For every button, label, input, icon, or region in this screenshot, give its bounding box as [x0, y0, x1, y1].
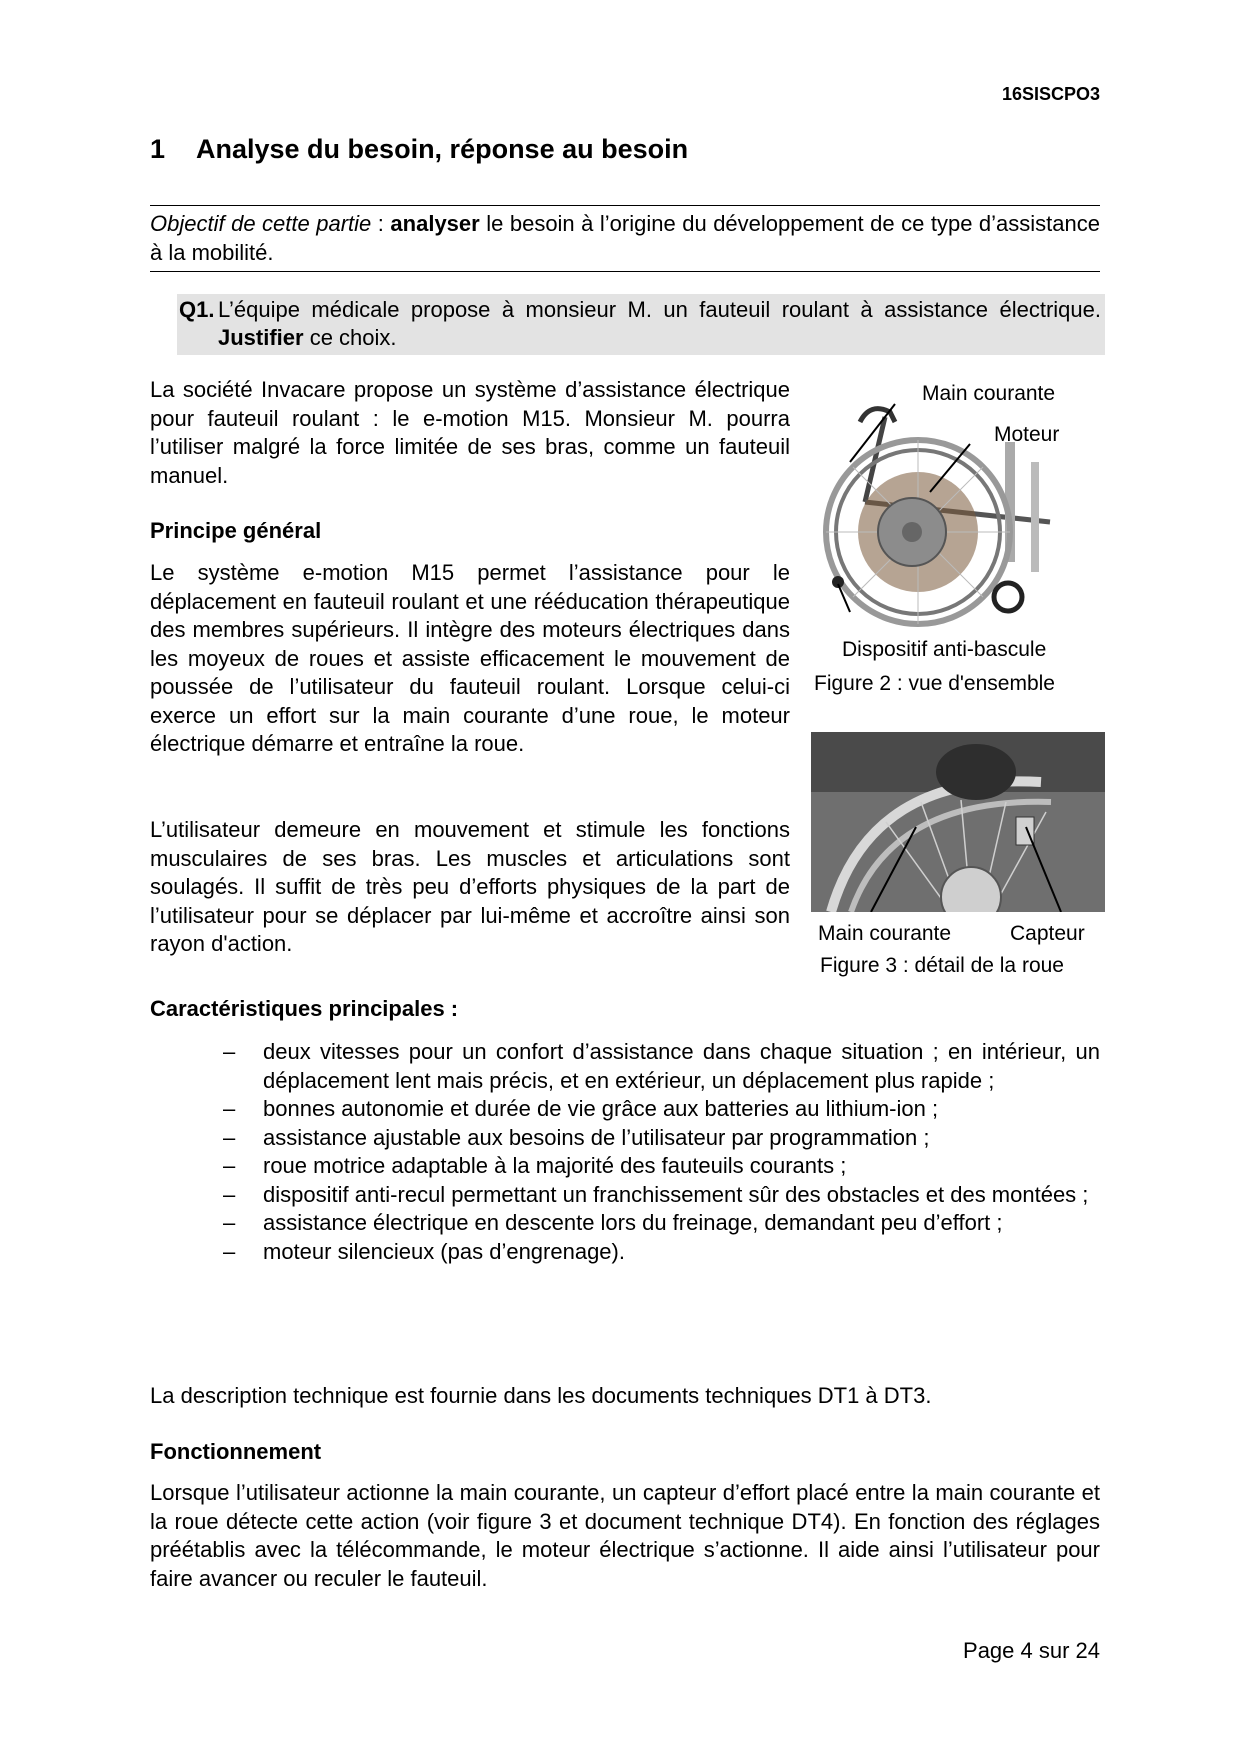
- figure-2-label-main-courante: Main courante: [922, 382, 1056, 405]
- list-item-text: assistance ajustable aux besoins de l’utilisateur par programmation ;: [263, 1124, 930, 1150]
- caracteristiques-list: [223, 1038, 1100, 1266]
- bullet-dash: –: [223, 1096, 236, 1121]
- caracteristiques-heading: Caractéristiques principales :: [150, 996, 459, 1021]
- list-item: [223, 1209, 1100, 1238]
- bullet-dash: –: [223, 1124, 236, 1150]
- question-text: [218, 296, 1101, 352]
- list-item: [223, 1124, 1100, 1153]
- page-number: Page 4 sur 24: [963, 1638, 1100, 1663]
- objective-label: Objectif de cette partie: [150, 211, 372, 236]
- list-item-text: deux vitesses pour un confort d’assistance dans chaque situation ; en intérieur, un déplacement lent mais précis, et en extérieur, un déplacement plus rapide ;: [263, 1039, 1100, 1093]
- list-item-text: bonnes autonomie et durée de vie grâce aux batteries au lithium-ion ;: [263, 1096, 939, 1121]
- objective-text: le besoin à l’origine du développement de ce type d’assistance à la mobilité.: [150, 211, 1101, 265]
- principe-heading: Principe général: [150, 518, 322, 543]
- list-item-text: moteur silencieux (pas d’engrenage).: [263, 1238, 625, 1264]
- question-q1: [177, 294, 1105, 355]
- figure-2-caption: Figure 2 : vue d'ensemble: [814, 672, 1055, 695]
- question-text-part1: L’équipe médicale propose à monsieur M. un fauteuil roulant à assistance électrique.: [218, 297, 1101, 322]
- document-code: 16SISCPO3: [1001, 84, 1100, 104]
- intro-paragraph: La société Invacare propose un système d’assistance électrique pour fauteuil roulant : le e-motion M15. Monsieur M. pourra l’utiliser malgré la force limitée de ses bras, comme un fauteuil manuel.: [150, 377, 790, 488]
- list-item: [223, 1238, 1100, 1267]
- list-item-text: dispositif anti-recul permettant un franchissement sûr des obstacles et des montées ;: [263, 1181, 1089, 1207]
- figure-2-image: [810, 382, 1100, 632]
- wheelchair-illustration: [810, 382, 1100, 632]
- bullet-dash: –: [223, 1039, 236, 1064]
- list-item-text: assistance électrique en descente lors du freinage, demandant peu d’effort ;: [263, 1210, 1003, 1235]
- fonctionnement-paragraph: Lorsque l’utilisateur actionne la main courante, un capteur d’effort placé entre la main courante et la roue détecte cette action (voir figure 3 et document technique DT4). En fonction des réglages préétablis avec la télécommande, le moteur électrique s’actionne. Il aide ainsi l’utilisateur pour faire avancer ou reculer le fauteuil.: [150, 1480, 1100, 1591]
- figure-3-label-capteur: Capteur: [1010, 922, 1085, 945]
- list-item: [223, 1095, 1100, 1124]
- section-title: [150, 134, 688, 165]
- bullet-dash: –: [223, 1238, 236, 1264]
- bullet-dash: –: [223, 1210, 236, 1235]
- section-title-text: Analyse du besoin, réponse au besoin: [196, 134, 689, 164]
- caster-wheel: [994, 583, 1022, 611]
- section-number: 1: [150, 134, 166, 164]
- description-paragraph: La description technique est fournie dans les documents techniques DT1 à DT3.: [150, 1383, 932, 1408]
- question-label: Q1.: [179, 297, 215, 322]
- objective-box: [150, 205, 1100, 272]
- list-item-text: roue motrice adaptable à la majorité des fauteuils courants ;: [263, 1153, 847, 1178]
- list-item: [223, 1152, 1100, 1181]
- principe-paragraph-1: Le système e-motion M15 permet l’assistance pour le déplacement en fauteuil roulant et une rééducation thérapeutique des membres supérieurs. Il intègre des moteurs électriques dans les moyeux de roues et assiste efficacement le mouvement de poussée de l’utilisateur du fauteuil roulant. Lorsque celui-ci exerce un effort sur la main courante d’une roue, le moteur électrique démarre et entraîne la roue.: [150, 560, 790, 756]
- objective-sep: :: [371, 211, 391, 236]
- fonctionnement-heading: Fonctionnement: [150, 1439, 322, 1464]
- figure-3-label-main-courante: Main courante: [818, 922, 952, 945]
- question-verb: Justifier: [218, 325, 304, 350]
- wheel-detail-photo: [811, 732, 1105, 912]
- figure-2-label-dispositif: Dispositif anti-bascule: [842, 638, 1047, 661]
- objective-verb: analyser: [390, 211, 480, 236]
- bullet-dash: –: [223, 1153, 236, 1178]
- list-item: [223, 1038, 1100, 1095]
- list-item: [223, 1181, 1100, 1210]
- principe-paragraph-2: L’utilisateur demeure en mouvement et stimule les fonctions musculaires de ses bras. Les muscles et articulations sont soulagés. Il suffit de très peu d’efforts physiques de la part de l’utilisateur pour se déplacer par lui-même et accroître ainsi son rayon d'action.: [150, 817, 790, 956]
- figure-2-label-moteur: Moteur: [994, 423, 1060, 446]
- bullet-dash: –: [223, 1181, 236, 1207]
- figure-3-caption: Figure 3 : détail de la roue: [820, 954, 1064, 977]
- question-text-part2: ce choix.: [303, 325, 397, 350]
- figure-3-image: [811, 732, 1105, 912]
